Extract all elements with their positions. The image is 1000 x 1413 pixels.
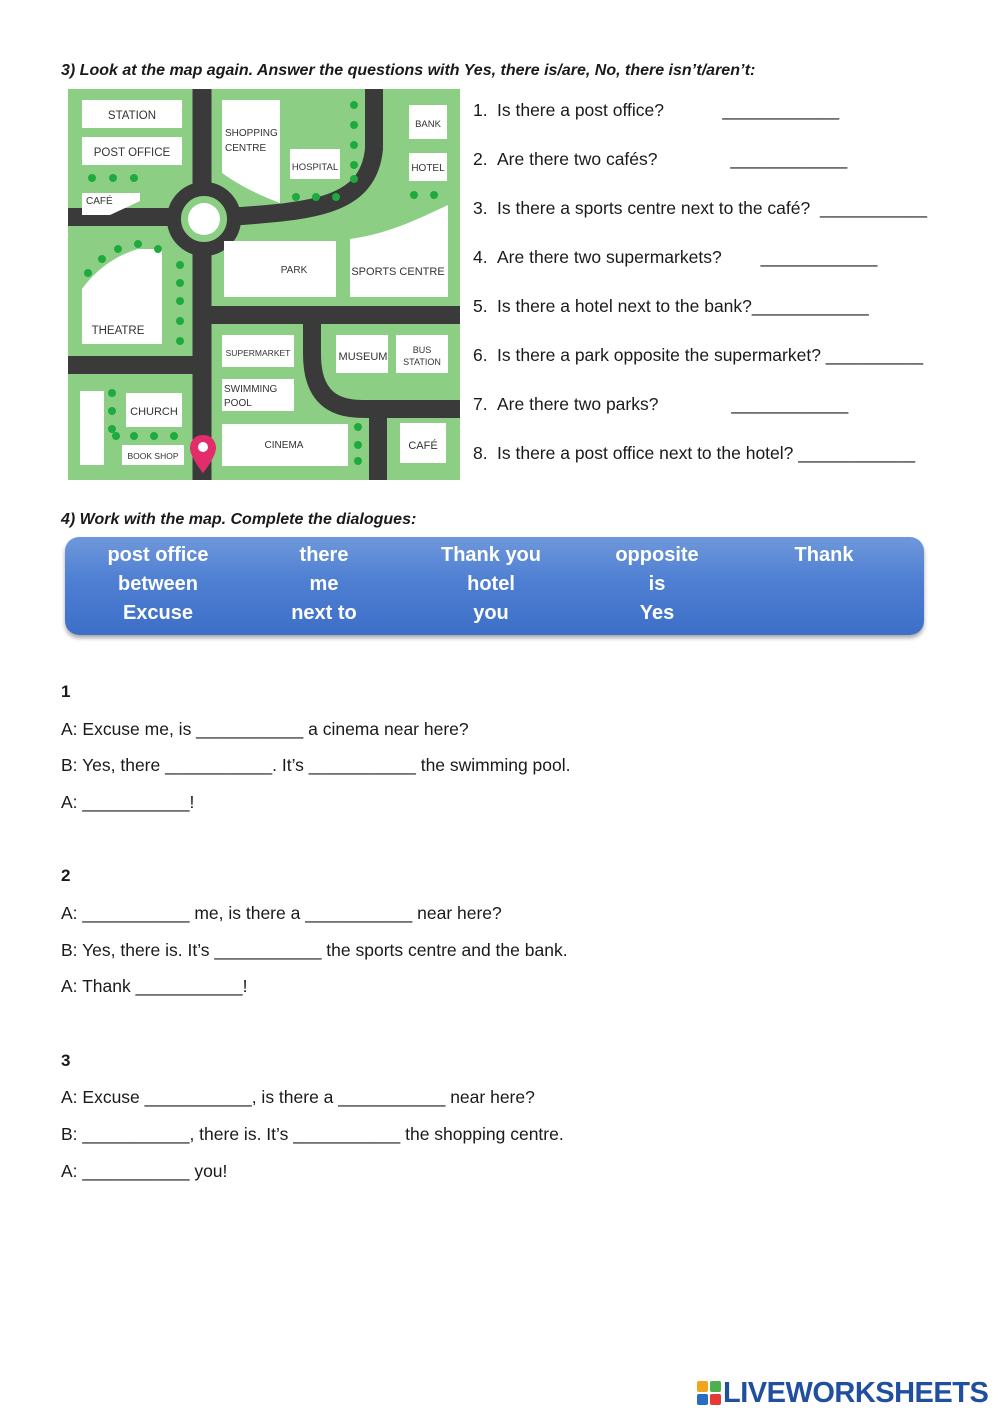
word-is: is [648,573,666,595]
word-me: me [309,573,339,595]
word-hotel: hotel [467,573,515,595]
question-6: 6. Is there a park opposite the supermarket? __________ [473,345,924,365]
word-opposite: opposite [615,544,699,566]
word-next-to: next to [291,602,357,624]
word-post-office: post office [107,544,209,566]
dialogue-2-line-3: A: Thank ___________! [61,976,248,996]
label-church: CHURCH [130,406,178,418]
section-4-heading: 4) Work with the map. Complete the dialogues: [61,511,417,528]
label-station: STATION [107,110,157,122]
label-cafe-right: CAFÉ [408,440,438,452]
question-7: 7. Are there two parks? ____________ [473,394,849,414]
label-sports-centre: SPORTS CENTRE [351,266,445,278]
word-bank [65,537,924,635]
question-5: 5. Is there a hotel next to the bank?____________ [473,296,869,316]
label-post-office: POST OFFICE [93,147,171,159]
dialogue-1-number: 1 [61,682,71,701]
word-there: there [299,544,349,566]
label-book-shop: BOOK SHOP [127,451,179,461]
dialogue-3-line-3: A: ___________ you! [61,1161,228,1181]
label-shopping-centre-1: SHOPPING [225,128,278,139]
section-3-heading: 3) Look at the map again. Answer the questions with Yes, there is/are, No, there isn’t/aren’t: [61,62,756,79]
label-supermarket: SUPERMARKET [225,348,291,358]
label-park: PARK [280,265,308,276]
label-museum: MUSEUM [338,351,388,363]
town-map [68,89,460,480]
label-bus-station-2: STATION [403,357,441,367]
word-you: you [473,602,509,624]
dialogue-2-line-2: B: Yes, there is. It’s ___________ the sports centre and the bank. [61,940,568,960]
label-theatre: THEATRE [91,325,145,337]
dialogue-3-line-1: A: Excuse ___________, is there a ___________ near here? [61,1087,535,1107]
label-hospital: HOSPITAL [291,162,339,173]
label-cafe-left: CAFÉ [86,196,113,207]
question-4: 4. Are there two supermarkets? ____________ [473,247,878,267]
label-swimming-pool-1: SWIMMING [224,384,278,395]
question-2: 2. Are there two cafés? ____________ [473,149,848,169]
label-bus-station-1: BUS [412,345,432,355]
question-1: 1. Is there a post office? ____________ [473,100,840,120]
question-8: 8. Is there a post office next to the hotel? ____________ [473,443,916,463]
small-left-block [80,391,104,465]
dialogue-1-line-1: A: Excuse me, is ___________ a cinema near here? [61,719,469,739]
label-hotel: HOTEL [411,163,445,174]
label-shopping-centre-2: CENTRE [225,143,267,154]
dialogue-3-number: 3 [61,1051,71,1070]
liveworksheets-logo [697,1375,988,1411]
word-thank-you: Thank you [440,544,541,566]
roundabout-centre [188,203,220,235]
liveworksheets-logo-icon [697,1381,721,1405]
label-bank: BANK [415,119,441,130]
question-3: 3. Is there a sports centre next to the café? ___________ [473,198,928,218]
dialogue-2-number: 2 [61,866,71,885]
dialogue-3-line-2: B: ___________, there is. It’s ___________ the shopping centre. [61,1124,564,1144]
word-yes: Yes [639,602,675,624]
logo-text: LIVEWORKSHEETS [723,1376,989,1409]
label-cinema: CINEMA [264,440,304,451]
dialogue-2-line-1: A: ___________ me, is there a ___________ near here? [61,903,502,923]
word-thank: Thank [794,544,854,566]
word-between: between [117,573,199,595]
label-swimming-pool-2: POOL [224,398,252,409]
dialogue-1-line-2: B: Yes, there ___________. It’s ___________ the swimming pool. [61,755,571,775]
word-excuse: Excuse [122,602,194,624]
dialogue-1-line-3: A: ___________! [61,792,195,812]
